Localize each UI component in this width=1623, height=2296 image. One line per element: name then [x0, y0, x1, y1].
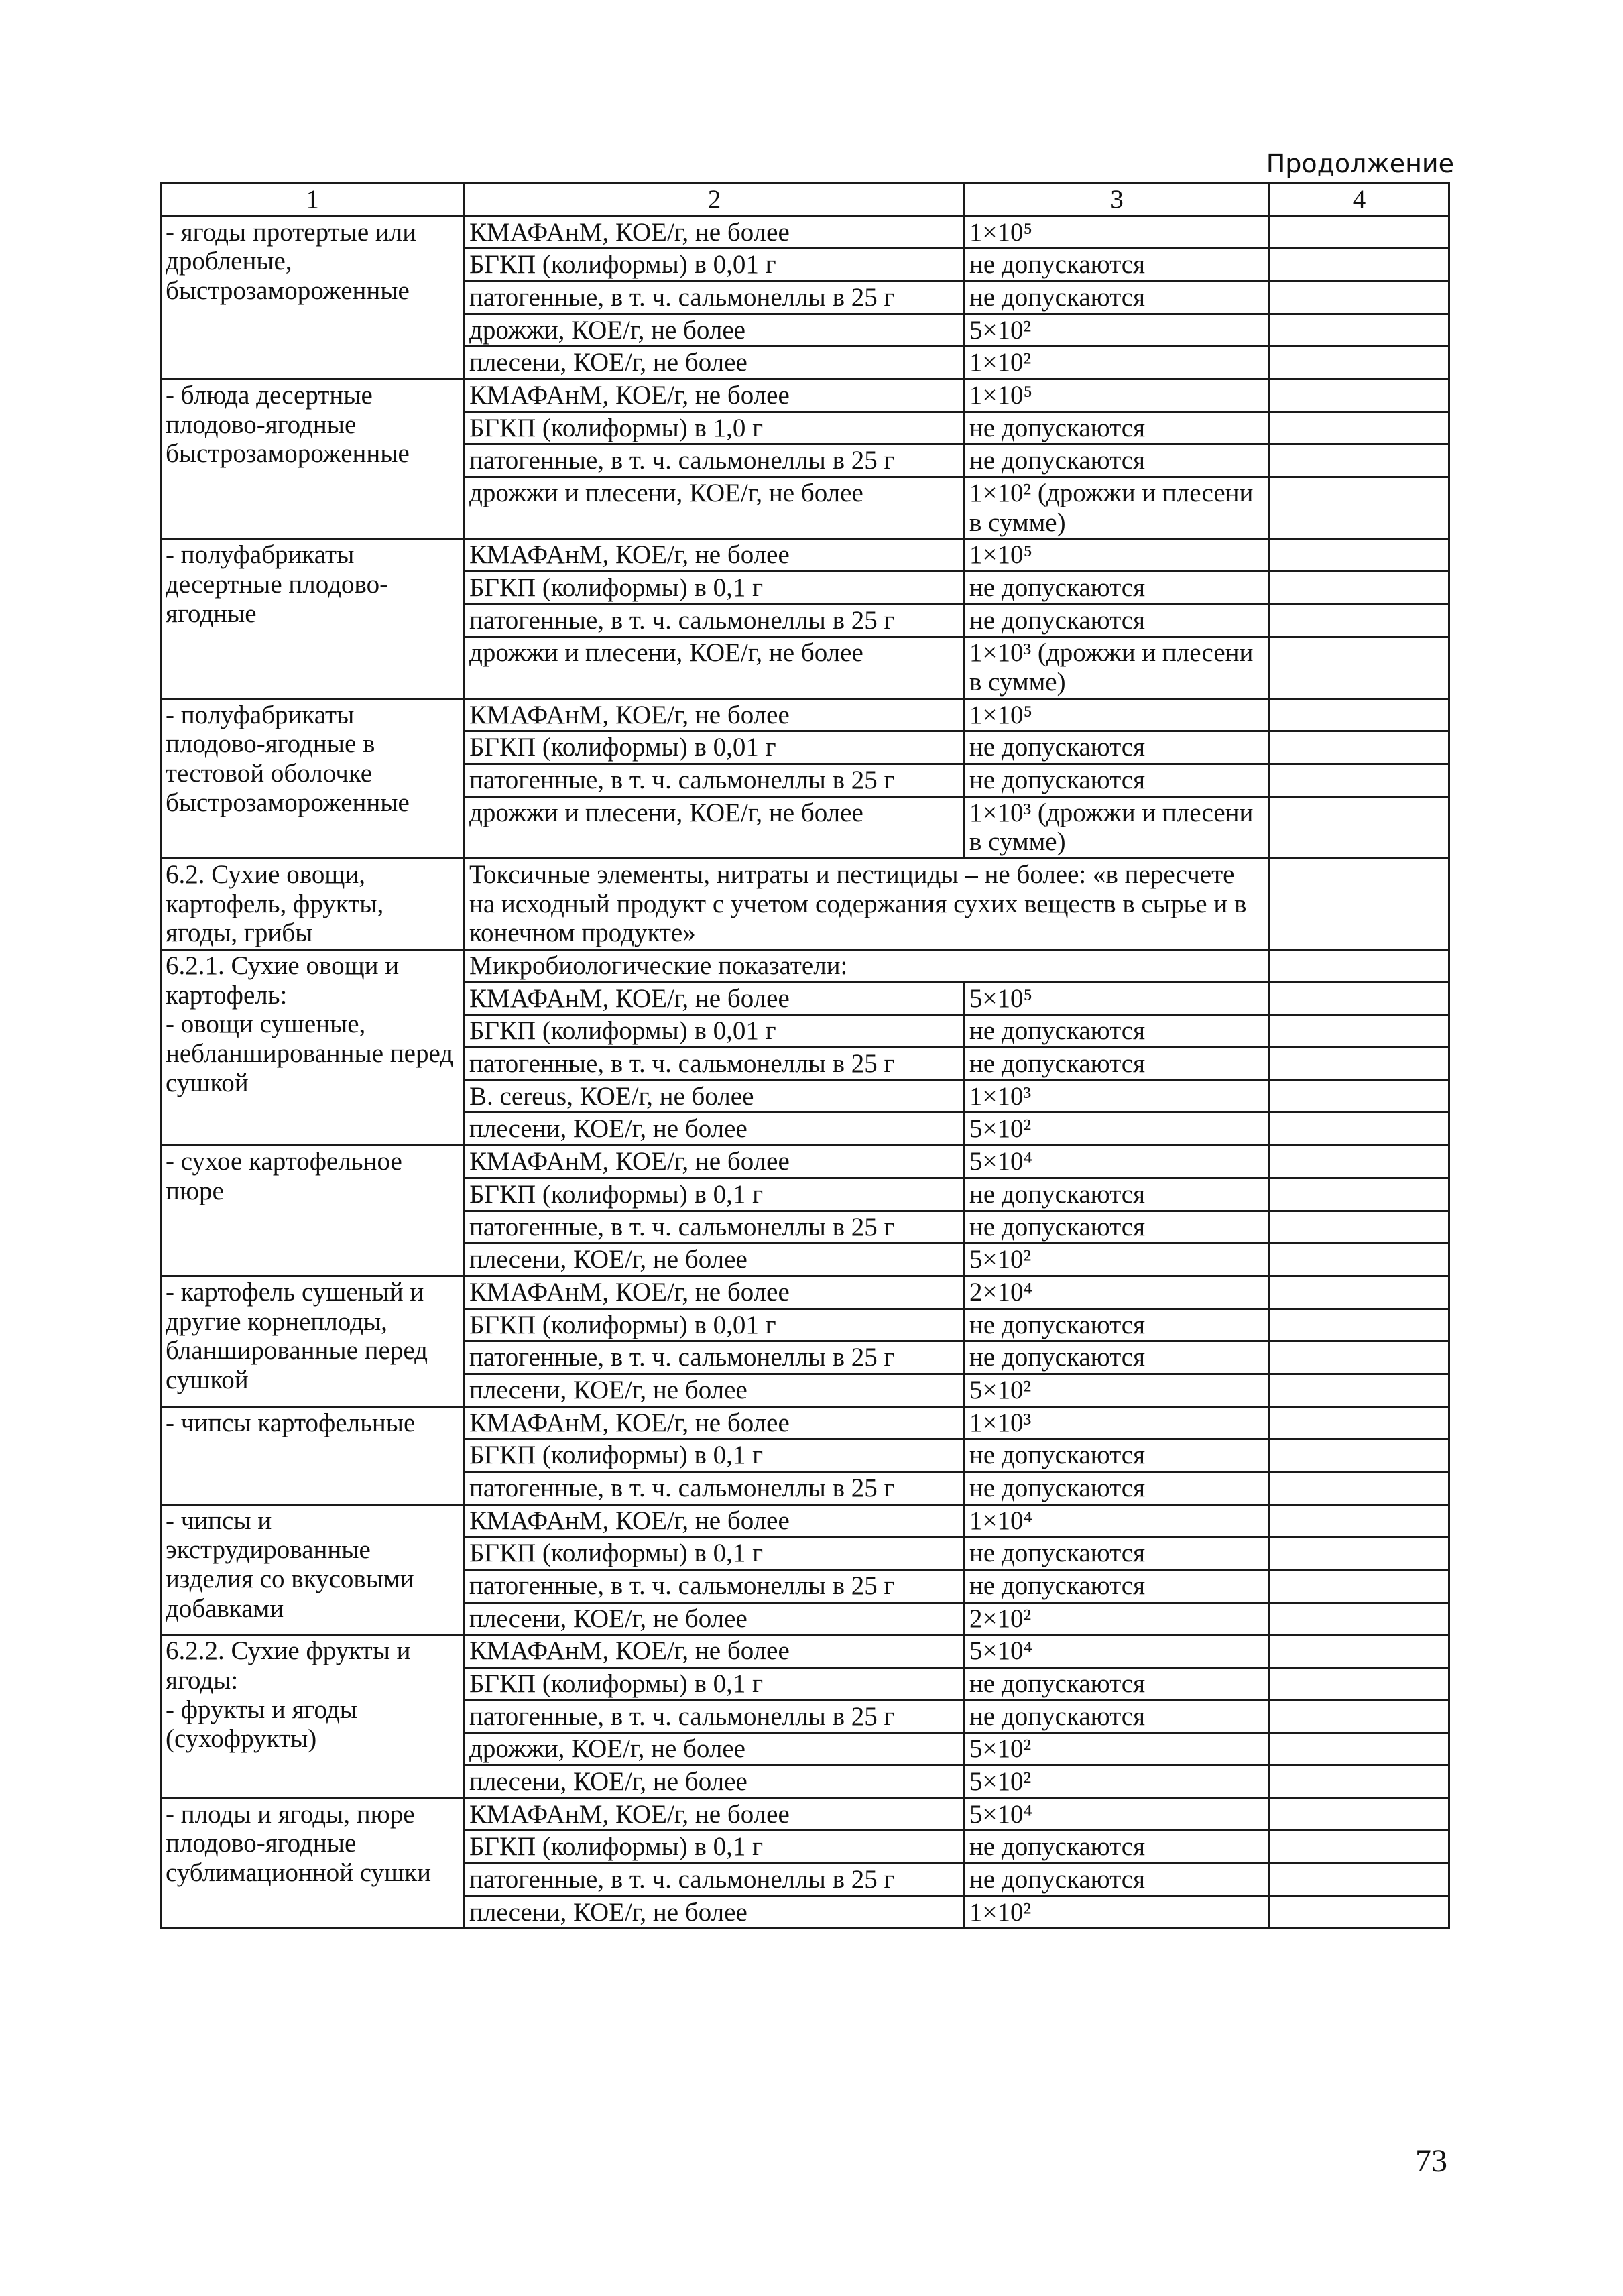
norm-cell: 5×10²	[965, 1765, 1270, 1798]
indicator-cell: патогенные, в т. ч. сальмонеллы в 25 г	[465, 1048, 965, 1081]
notes-cell	[1270, 1537, 1449, 1570]
table-row	[161, 950, 1449, 983]
indicator-cell: патогенные, в т. ч. сальмонеллы в 25 г	[465, 1569, 965, 1602]
standards-table	[160, 182, 1450, 1929]
indicator-cell: КМАФАнМ, КОЕ/г, не более	[465, 539, 965, 572]
norm-cell: 1×10³	[965, 1080, 1270, 1113]
notes-cell	[1270, 249, 1449, 282]
notes-cell	[1270, 1276, 1449, 1309]
indicator-cell: дрожжи и плесени, КОЕ/г, не более	[465, 637, 965, 699]
norm-cell: 5×10²	[965, 1244, 1270, 1276]
page-number: 73	[1415, 2143, 1447, 2179]
norm-cell: не допускаются	[965, 764, 1270, 797]
indicator-cell: плесени, КОЕ/г, не более	[465, 1896, 965, 1929]
column-header: 2	[465, 184, 965, 217]
indicator-cell: плесени, КОЕ/г, не более	[465, 1113, 965, 1146]
norm-cell: 1×10² (дрожжи и плесени в сумме)	[965, 477, 1270, 539]
notes-cell	[1270, 950, 1449, 983]
product-cell: - картофель сушеный и другие корнеплоды, бланшированные перед сушкой	[161, 1276, 465, 1406]
product-cell: 6.2.1. Сухие овощи и картофель: - овощи сушеные, небланшированные перед сушкой	[161, 950, 465, 1146]
indicator-cell: плесени, КОЕ/г, не более	[465, 1602, 965, 1635]
notes-cell	[1270, 1635, 1449, 1668]
notes-cell	[1270, 982, 1449, 1015]
norm-cell: не допускаются	[965, 282, 1270, 314]
notes-cell	[1270, 1048, 1449, 1081]
table-row	[161, 1276, 1449, 1309]
indicator-cell: КМАФАнМ, КОЕ/г, не более	[465, 216, 965, 249]
norm-cell: 5×10⁴	[965, 1635, 1270, 1668]
indicator-cell: БГКП (колиформы) в 0,1 г	[465, 1667, 965, 1700]
column-header: 3	[965, 184, 1270, 217]
notes-cell	[1270, 1211, 1449, 1244]
indicator-cell: дрожжи и плесени, КОЕ/г, не более	[465, 477, 965, 539]
continuation-label: Продолжение	[1266, 149, 1454, 178]
column-header: 1	[161, 184, 465, 217]
notes-cell	[1270, 347, 1449, 379]
notes-cell	[1270, 1309, 1449, 1341]
norm-cell: 1×10⁵	[965, 379, 1270, 412]
indicator-cell: БГКП (колиформы) в 0,01 г	[465, 731, 965, 764]
notes-cell	[1270, 1733, 1449, 1766]
norm-cell: 5×10⁵	[965, 982, 1270, 1015]
norm-cell: 5×10²	[965, 1374, 1270, 1406]
notes-cell	[1270, 604, 1449, 637]
indicator-cell: КМАФАнМ, КОЕ/г, не более	[465, 379, 965, 412]
norm-cell: не допускаются	[965, 1015, 1270, 1048]
notes-cell	[1270, 444, 1449, 477]
notes-cell	[1270, 1178, 1449, 1211]
norm-cell: 5×10²	[965, 1113, 1270, 1146]
product-cell: - блюда десертные плодово-ягодные быстрозамороженные	[161, 379, 465, 539]
notes-cell	[1270, 1831, 1449, 1864]
indicator-cell: КМАФАнМ, КОЕ/г, не более	[465, 1635, 965, 1668]
product-cell: - полуфабрикаты десертные плодово-ягодные	[161, 539, 465, 699]
notes-cell	[1270, 1113, 1449, 1146]
norm-cell: 1×10⁵	[965, 216, 1270, 249]
notes-cell	[1270, 637, 1449, 699]
table-row	[161, 379, 1449, 412]
norm-cell: 1×10²	[965, 1896, 1270, 1929]
table-row	[161, 216, 1449, 249]
indicator-cell: плесени, КОЕ/г, не более	[465, 1374, 965, 1406]
norm-cell: 1×10²	[965, 347, 1270, 379]
indicator-cell: дрожжи и плесени, КОЕ/г, не более	[465, 796, 965, 858]
section-heading: Микробиологические показатели:	[465, 950, 1270, 983]
table-row	[161, 1504, 1449, 1537]
table-row	[161, 1798, 1449, 1831]
indicator-cell: КМАФАнМ, КОЕ/г, не более	[465, 1406, 965, 1439]
norm-cell: не допускаются	[965, 1048, 1270, 1081]
indicator-cell: БГКП (колиформы) в 0,1 г	[465, 1537, 965, 1570]
indicator-cell: БГКП (колиформы) в 0,1 г	[465, 572, 965, 605]
notes-cell	[1270, 1569, 1449, 1602]
norm-cell: 1×10⁵	[965, 539, 1270, 572]
notes-cell	[1270, 1146, 1449, 1179]
norm-cell: 2×10²	[965, 1602, 1270, 1635]
norm-cell: 2×10⁴	[965, 1276, 1270, 1309]
notes-cell	[1270, 859, 1449, 950]
notes-cell	[1270, 1667, 1449, 1700]
indicator-cell: БГКП (колиформы) в 0,1 г	[465, 1178, 965, 1211]
table-body	[161, 216, 1449, 1929]
norm-cell: 5×10²	[965, 314, 1270, 347]
column-header: 4	[1270, 184, 1449, 217]
indicator-cell: БГКП (колиформы) в 0,1 г	[465, 1831, 965, 1864]
indicator-cell: патогенные, в т. ч. сальмонеллы в 25 г	[465, 1211, 965, 1244]
notes-cell	[1270, 1406, 1449, 1439]
indicator-cell: патогенные, в т. ч. сальмонеллы в 25 г	[465, 1471, 965, 1504]
norm-cell: 5×10⁴	[965, 1146, 1270, 1179]
norm-cell: не допускаются	[965, 1537, 1270, 1570]
product-cell: - чипсы и экструдированные изделия со вкусовыми добавками	[161, 1504, 465, 1635]
table-row	[161, 859, 1449, 950]
indicator-cell: БГКП (колиформы) в 0,01 г	[465, 1309, 965, 1341]
norm-cell: не допускаются	[965, 1211, 1270, 1244]
notes-cell	[1270, 477, 1449, 539]
notes-cell	[1270, 699, 1449, 731]
norm-cell: не допускаются	[965, 1471, 1270, 1504]
notes-cell	[1270, 764, 1449, 797]
notes-cell	[1270, 1602, 1449, 1635]
notes-cell	[1270, 1863, 1449, 1896]
notes-cell	[1270, 1244, 1449, 1276]
indicator-cell: БГКП (колиформы) в 0,01 г	[465, 249, 965, 282]
norm-cell: не допускаются	[965, 1700, 1270, 1733]
notes-cell	[1270, 1798, 1449, 1831]
table-row	[161, 1635, 1449, 1668]
notes-cell	[1270, 1765, 1449, 1798]
norm-cell: не допускаются	[965, 1667, 1270, 1700]
indicator-cell: КМАФАнМ, КОЕ/г, не более	[465, 1798, 965, 1831]
header-row	[161, 184, 1449, 217]
indicator-cell: БГКП (колиформы) в 1,0 г	[465, 412, 965, 444]
norm-cell: 5×10⁴	[965, 1798, 1270, 1831]
notes-cell	[1270, 572, 1449, 605]
notes-cell	[1270, 314, 1449, 347]
product-cell: - полуфабрикаты плодово-ягодные в тестовой оболочке быстрозамороженные	[161, 699, 465, 858]
indicator-cell: патогенные, в т. ч. сальмонеллы в 25 г	[465, 1700, 965, 1733]
norm-cell: 1×10³ (дрожжи и плесени в сумме)	[965, 796, 1270, 858]
indicator-cell: патогенные, в т. ч. сальмонеллы в 25 г	[465, 604, 965, 637]
notes-cell	[1270, 1504, 1449, 1537]
indicator-cell: КМАФАнМ, КОЕ/г, не более	[465, 1504, 965, 1537]
table-header	[161, 184, 1449, 217]
indicator-cell: B. cereus, КОЕ/г, не более	[465, 1080, 965, 1113]
notes-cell	[1270, 539, 1449, 572]
indicator-cell: КМАФАнМ, КОЕ/г, не более	[465, 982, 965, 1015]
indicator-cell: КМАФАнМ, КОЕ/г, не более	[465, 699, 965, 731]
indicator-cell: БГКП (колиформы) в 0,1 г	[465, 1439, 965, 1472]
indicator-cell: патогенные, в т. ч. сальмонеллы в 25 г	[465, 282, 965, 314]
norm-cell: не допускаются	[965, 1178, 1270, 1211]
product-cell: 6.2. Сухие овощи, картофель, фрукты, ягоды, грибы	[161, 859, 465, 950]
indicator-cell: патогенные, в т. ч. сальмонеллы в 25 г	[465, 764, 965, 797]
product-cell: - ягоды протертые или дробленые, быстрозамороженные	[161, 216, 465, 379]
norm-cell: 1×10⁵	[965, 699, 1270, 731]
norm-cell: не допускаются	[965, 1341, 1270, 1374]
indicator-cell: дрожжи, КОЕ/г, не более	[465, 1733, 965, 1766]
indicator-cell: КМАФАнМ, КОЕ/г, не более	[465, 1146, 965, 1179]
table-row	[161, 539, 1449, 572]
product-cell: - чипсы картофельные	[161, 1406, 465, 1504]
table-row	[161, 1406, 1449, 1439]
product-cell: 6.2.2. Сухие фрукты и ягоды: - фрукты и ягоды (сухофрукты)	[161, 1635, 465, 1798]
norm-cell: не допускаются	[965, 1831, 1270, 1864]
norm-cell: не допускаются	[965, 604, 1270, 637]
notes-cell	[1270, 1341, 1449, 1374]
indicator-cell: БГКП (колиформы) в 0,01 г	[465, 1015, 965, 1048]
section-text: Токсичные элементы, нитраты и пестициды – не более: «в пересчете на исходный продукт с учетом содержания сухих веществ в сырье и в конечном продукте»	[465, 859, 1270, 950]
notes-cell	[1270, 412, 1449, 444]
notes-cell	[1270, 1896, 1449, 1929]
notes-cell	[1270, 1080, 1449, 1113]
indicator-cell: патогенные, в т. ч. сальмонеллы в 25 г	[465, 1341, 965, 1374]
norm-cell: 1×10³	[965, 1406, 1270, 1439]
norm-cell: не допускаются	[965, 412, 1270, 444]
norm-cell: 1×10⁴	[965, 1504, 1270, 1537]
indicator-cell: плесени, КОЕ/г, не более	[465, 347, 965, 379]
norm-cell: 1×10³ (дрожжи и плесени в сумме)	[965, 637, 1270, 699]
norm-cell: не допускаются	[965, 1863, 1270, 1896]
notes-cell	[1270, 1374, 1449, 1406]
notes-cell	[1270, 379, 1449, 412]
notes-cell	[1270, 731, 1449, 764]
notes-cell	[1270, 1015, 1449, 1048]
norm-cell: не допускаются	[965, 249, 1270, 282]
indicator-cell: патогенные, в т. ч. сальмонеллы в 25 г	[465, 1863, 965, 1896]
notes-cell	[1270, 1439, 1449, 1472]
norm-cell: не допускаются	[965, 1309, 1270, 1341]
notes-cell	[1270, 1471, 1449, 1504]
indicator-cell: плесени, КОЕ/г, не более	[465, 1765, 965, 1798]
table-row	[161, 1146, 1449, 1179]
norm-cell: не допускаются	[965, 1569, 1270, 1602]
norm-cell: не допускаются	[965, 572, 1270, 605]
norm-cell: не допускаются	[965, 731, 1270, 764]
notes-cell	[1270, 796, 1449, 858]
notes-cell	[1270, 1700, 1449, 1733]
indicator-cell: дрожжи, КОЕ/г, не более	[465, 314, 965, 347]
norm-cell: 5×10²	[965, 1733, 1270, 1766]
table-row	[161, 699, 1449, 731]
product-cell: - сухое картофельное пюре	[161, 1146, 465, 1276]
notes-cell	[1270, 216, 1449, 249]
product-cell: - плоды и ягоды, пюре плодово-ягодные сублимационной сушки	[161, 1798, 465, 1929]
indicator-cell: плесени, КОЕ/г, не более	[465, 1244, 965, 1276]
norm-cell: не допускаются	[965, 1439, 1270, 1472]
notes-cell	[1270, 282, 1449, 314]
indicator-cell: патогенные, в т. ч. сальмонеллы в 25 г	[465, 444, 965, 477]
indicator-cell: КМАФАнМ, КОЕ/г, не более	[465, 1276, 965, 1309]
norm-cell: не допускаются	[965, 444, 1270, 477]
